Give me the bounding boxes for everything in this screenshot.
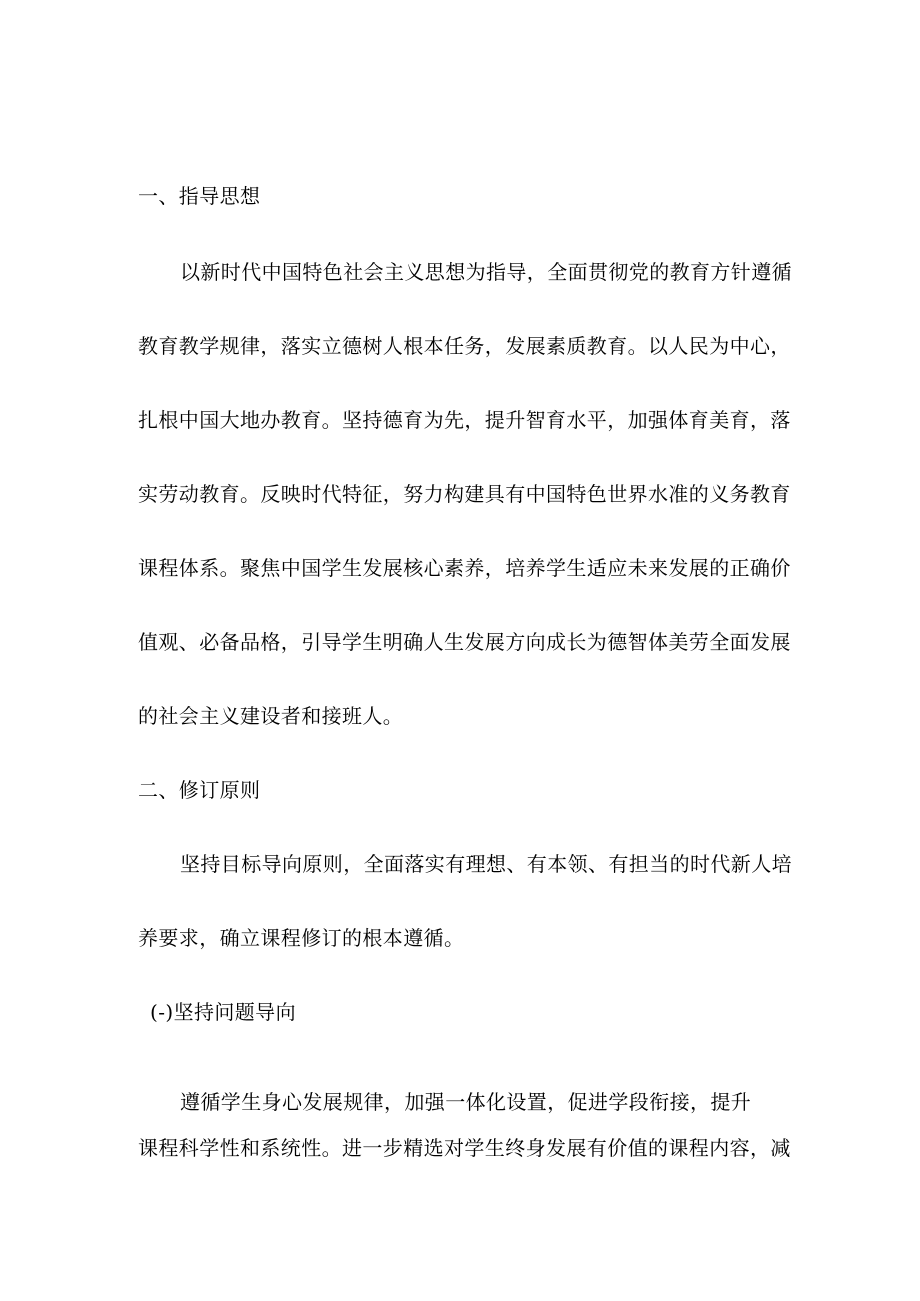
paragraph-line: 的社会主义建设者和接班人。 [138, 704, 404, 728]
paragraph-line: 以新时代中国特色社会主义思想为指导，全面贯彻党的教育方针遵循 [180, 260, 792, 284]
subheading-problem-orientation: (-)坚持问题导向 [150, 1000, 296, 1024]
paragraph-line: 遵循学生身心发展规律，加强一体化设置，促进学段衔接，提升 [180, 1090, 752, 1114]
section-heading-revision-principles: 二、修订原则 [138, 778, 261, 802]
paragraph-line: 教育教学规律，落实立德树人根本任务，发展素质教育。以人民为中心， [138, 334, 791, 358]
paragraph-line: 课程体系。聚焦中国学生发展核心素养，培养学生适应未来发展的正确价 [138, 556, 791, 580]
paragraph-line: 扎根中国大地办教育。坚持德育为先，提升智育水平，加强体育美育，落 [138, 408, 791, 432]
section-heading-guiding-ideology: 一、指导思想 [138, 184, 261, 208]
paragraph-line: 养要求，确立课程修订的根本遵循。 [138, 926, 465, 950]
paragraph-line: 课程科学性和系统性。进一步精选对学生终身发展有价值的课程内容，减 [138, 1136, 791, 1160]
paragraph-line: 值观、必备品格，引导学生明确人生发展方向成长为德智体美劳全面发展 [138, 630, 791, 654]
paragraph-line: 坚持目标导向原则，全面落实有理想、有本领、有担当的时代新人培 [180, 852, 792, 876]
paragraph-line: 实劳动教育。反映时代特征，努力构建具有中国特色世界水准的义务教育 [138, 482, 791, 506]
